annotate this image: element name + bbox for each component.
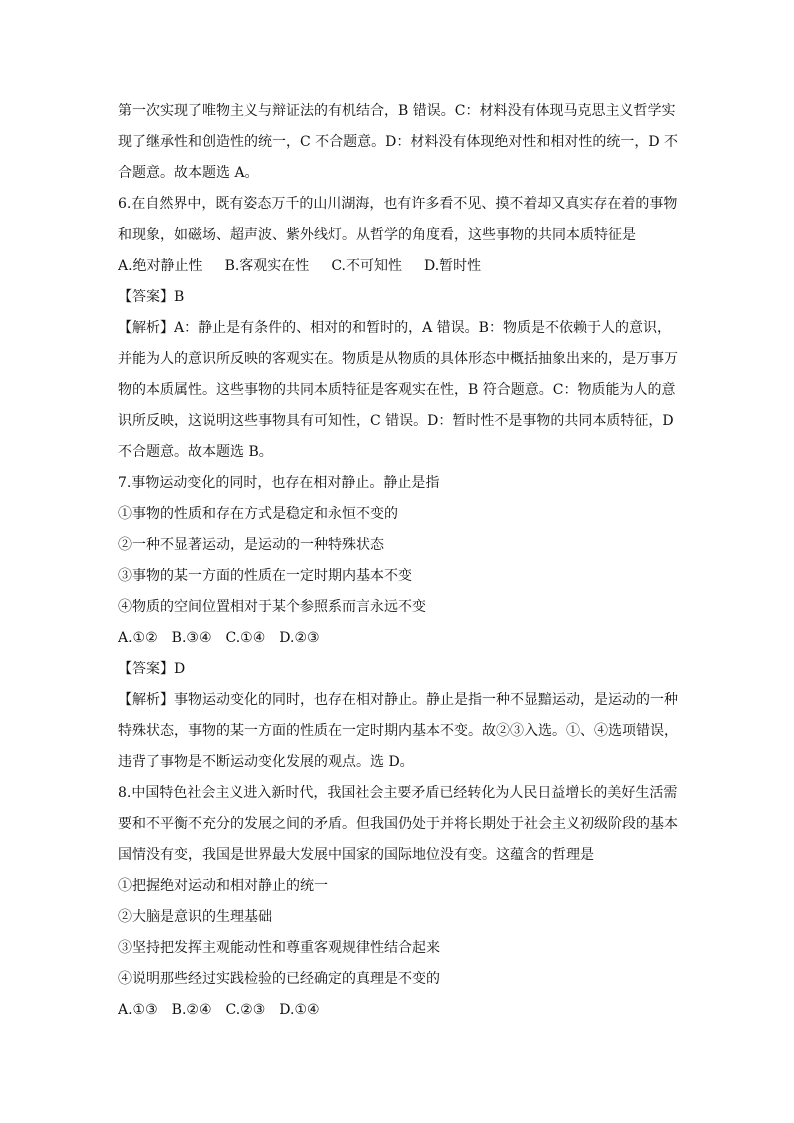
- text-line: 合题意。故本题选 A。: [118, 165, 259, 181]
- statement-item: ②大脑是意识的生理基础: [118, 909, 272, 925]
- text-line: 现了继承性和创造性的统一，C 不合题意。D：材料没有体现绝对性和相对性的统一，D 不: [118, 134, 678, 150]
- statement-item: ③事物的某一方面的性质在一定时期内基本不变: [118, 568, 412, 584]
- option-a: A.绝对静止性: [118, 258, 203, 274]
- analysis-line: 【解析】A：静止是有条件的、相对的和暂时的，A 错误。B：物质是不依赖于人的意识，: [118, 320, 671, 336]
- question-stem: 6.在自然界中，既有姿态万千的山川湖海，也有许多看不见、摸不着却又真实存在着的事物: [118, 196, 678, 212]
- previous-question-analysis: [118, 96, 678, 189]
- option-b: B.②④: [171, 1002, 212, 1018]
- statement-item: ④物质的空间位置相对于某个参照系而言永远不变: [118, 599, 426, 615]
- option-a: A.①③: [118, 1002, 158, 1018]
- option-b: B.客观实在性: [224, 258, 310, 274]
- answer-line: 【答案】B: [118, 289, 185, 305]
- option-c: C.②③: [225, 1002, 266, 1018]
- answer-options: [118, 251, 678, 282]
- answer-options: [118, 623, 678, 654]
- option-b: B.③④: [171, 630, 212, 646]
- option-d: D.②③: [279, 630, 320, 646]
- analysis-line: 不合题意。故本题选 B。: [118, 444, 273, 460]
- analysis-line: 并能为人的意识所反映的客观实在。物质是从物质的具体形态中概括抽象出来的，是万事万: [118, 351, 678, 367]
- statement-item: ③坚持把发挥主观能动性和尊重客观规律性结合起来: [118, 940, 440, 956]
- analysis-line: 【解析】事物运动变化的同时，也存在相对静止。静止是指一种不显黯运动，是运动的一种: [118, 692, 678, 708]
- statement-item: ②一种不显著运动，是运动的一种特殊状态: [118, 537, 384, 553]
- question-stem: 要和不平衡不充分的发展之间的矛盾。但我国仍处于并将长期处于社会主义初级阶段的基本: [118, 816, 678, 832]
- option-c: C.不可知性: [331, 258, 402, 274]
- answer-line: 【答案】D: [118, 661, 186, 677]
- question-7: [118, 468, 678, 778]
- analysis-line: 物的本质属性。这些事物的共同本质特征是客观实在性，B 符合题意。C：物质能为人的意: [118, 382, 676, 398]
- analysis-line: 识所反映，这说明这些事物具有可知性，C 错误。D：暂时性不是事物的共同本质特征，D: [118, 413, 674, 429]
- question-stem: 和现象，如磁场、超声波、紫外线灯。从哲学的角度看，这些事物的共同本质特征是: [118, 227, 636, 243]
- question-8: [118, 778, 678, 1026]
- option-d: D.①④: [279, 1002, 320, 1018]
- text-line: 第一次实现了唯物主义与辩证法的有机结合，B 错误。C：材料没有体现马克思主义哲学实: [118, 103, 676, 119]
- option-d: D.暂时性: [423, 258, 482, 274]
- question-stem: 8.中国特色社会主义进入新时代，我国社会主要矛盾已经转化为人民日益增长的美好生活需: [118, 785, 678, 801]
- option-a: A.①②: [118, 630, 158, 646]
- statement-item: ①事物的性质和存在方式是稳定和永恒不变的: [118, 506, 398, 522]
- analysis-line: 违背了事物是不断运动变化发展的观点。选 D。: [118, 754, 414, 770]
- option-c: C.①④: [225, 630, 266, 646]
- statement-item: ④说明那些经过实践检验的已经确定的真理是不变的: [118, 971, 440, 987]
- analysis-line: 特殊状态，事物的某一方面的性质在一定时期内基本不变。故②③入选。①、④选项错误，: [118, 723, 678, 739]
- statement-item: ①把握绝对运动和相对静止的统一: [118, 878, 328, 894]
- question-6: [118, 189, 678, 468]
- answer-options: [118, 995, 678, 1026]
- question-stem: 7.事物运动变化的同时，也存在相对静止。静止是指: [118, 475, 440, 491]
- question-stem: 国情没有变，我国是世界最大发展中国家的国际地位没有变。这蕴含的哲理是: [118, 847, 594, 863]
- document-page: [118, 96, 678, 1026]
